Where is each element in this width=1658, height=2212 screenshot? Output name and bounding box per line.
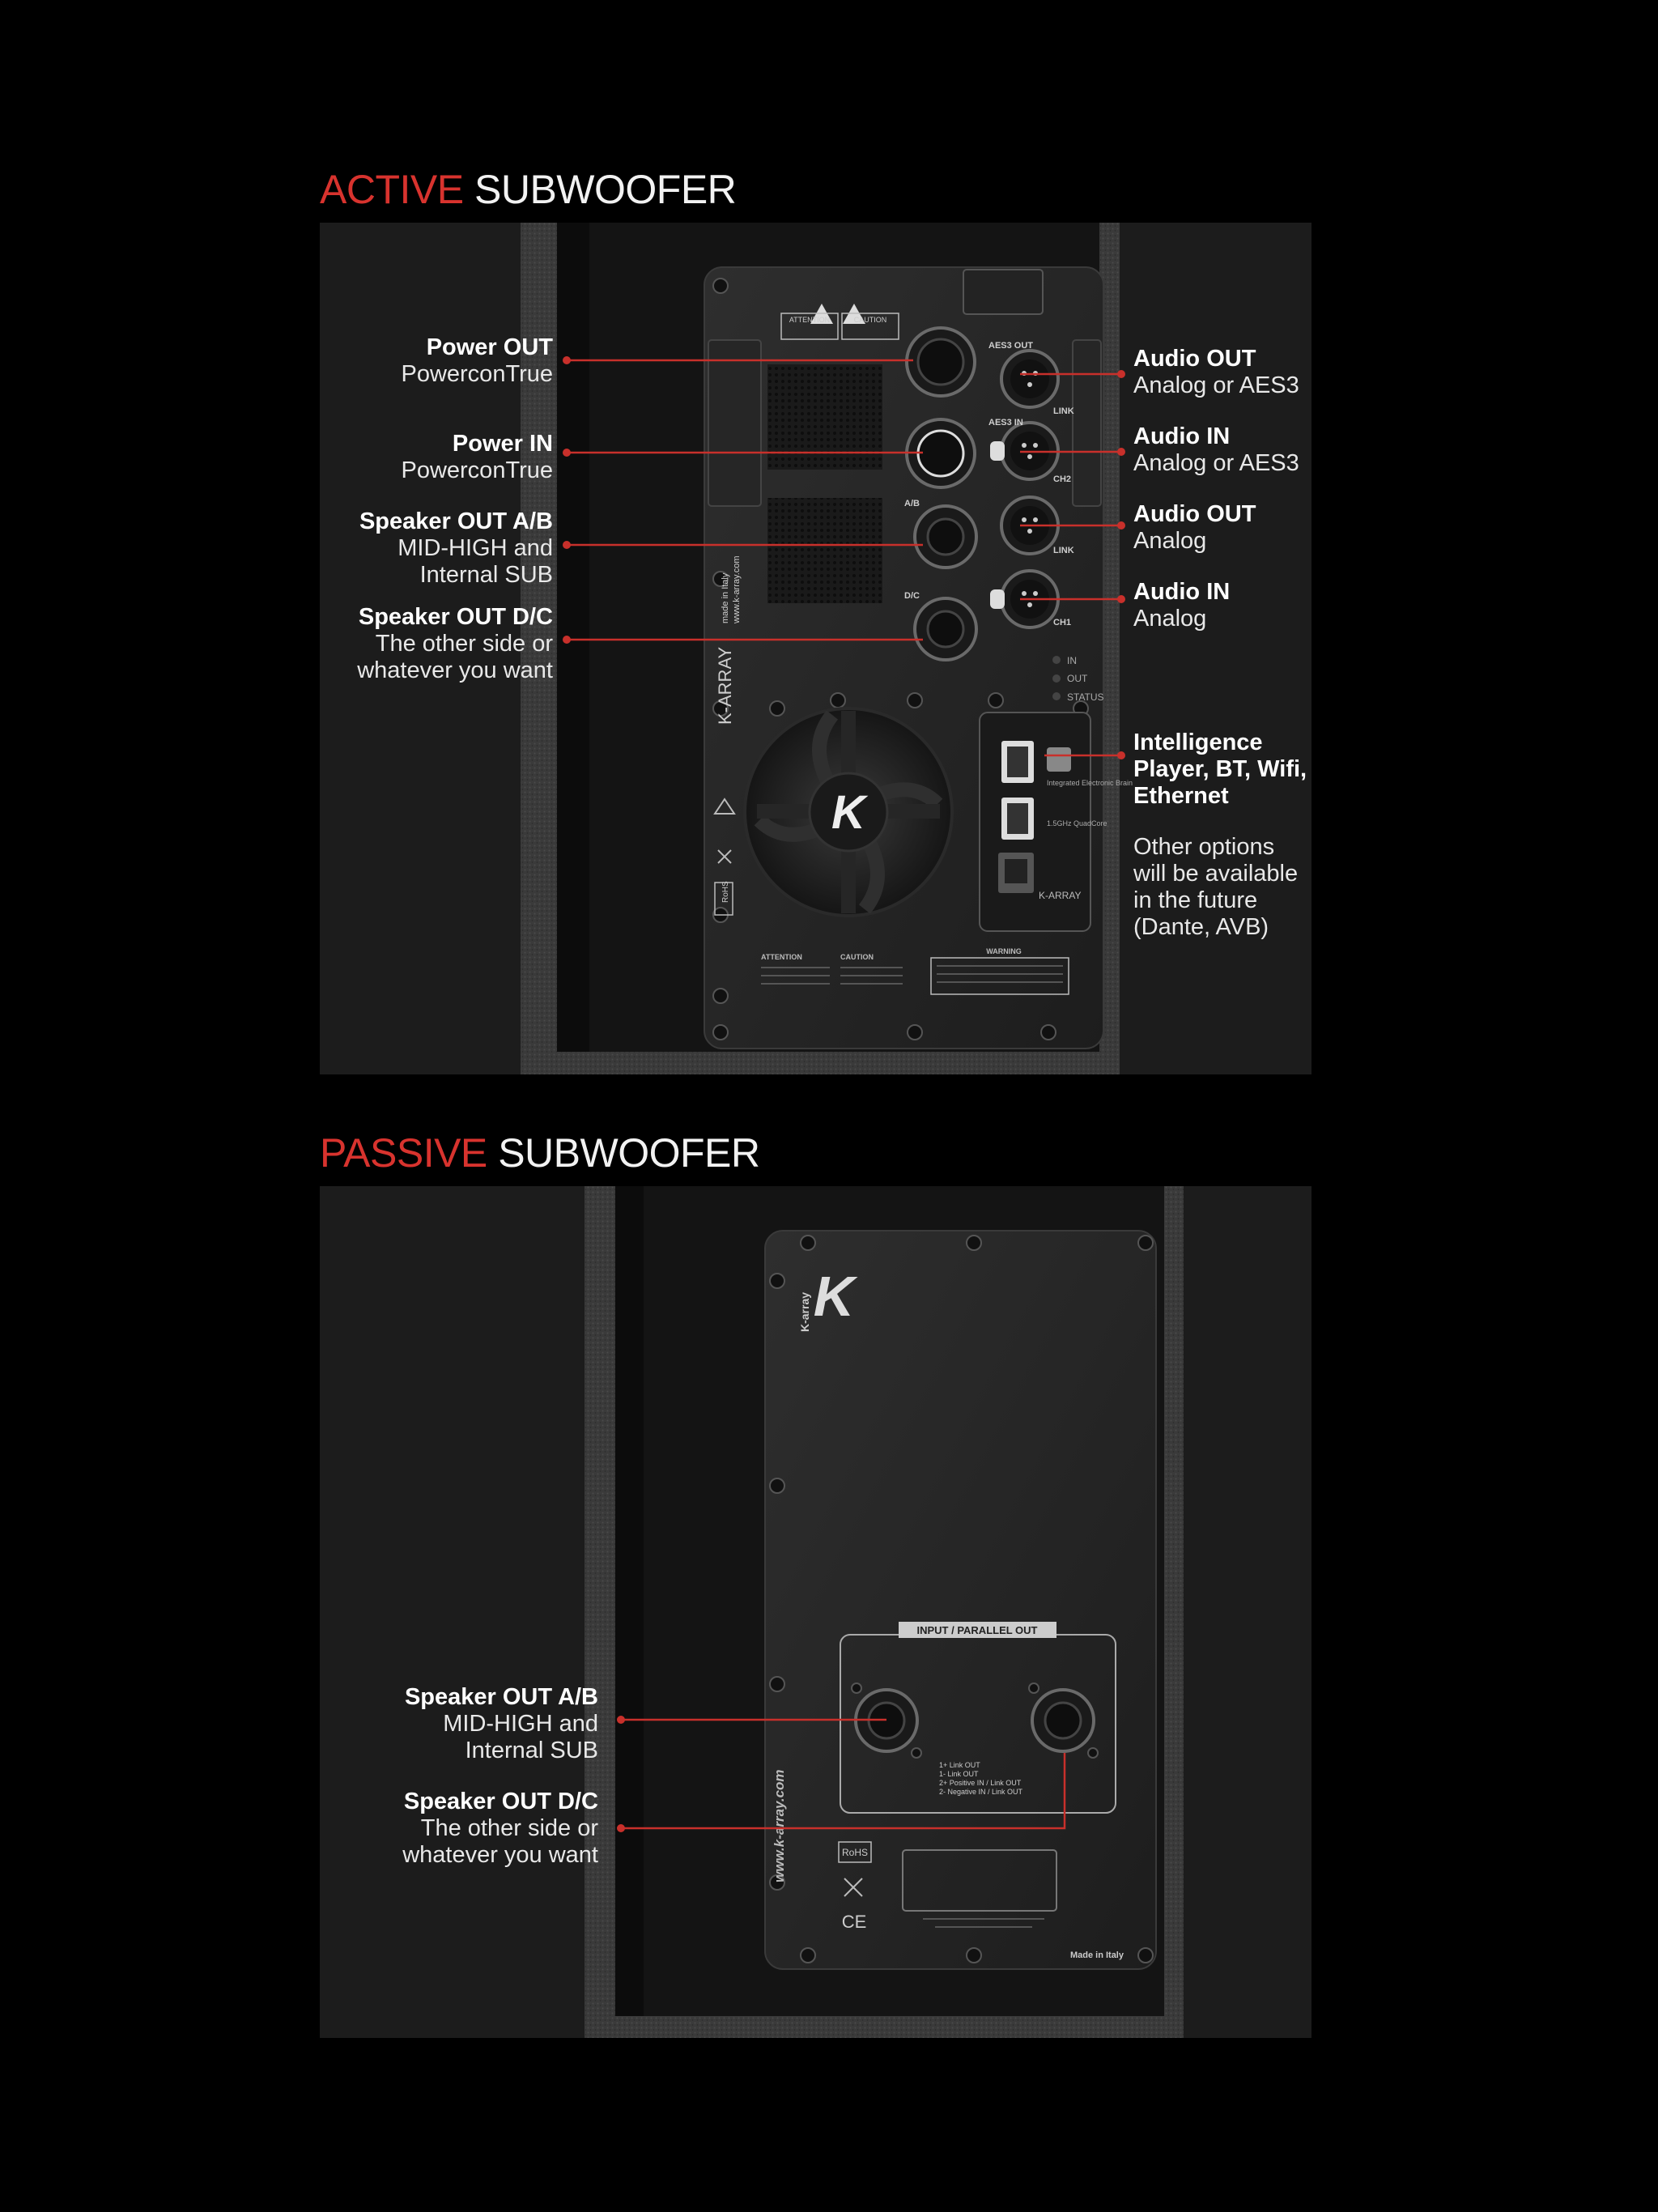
ieb-mark: Integrated Electronic Brain xyxy=(1047,779,1133,787)
callout-note: will be available xyxy=(1133,861,1299,887)
link-mark-2: LINK xyxy=(1053,546,1074,555)
ch2-mark: CH2 xyxy=(1053,474,1072,484)
k-logo: K xyxy=(831,786,865,839)
callout-sub: PowerconTrue xyxy=(401,361,553,387)
passive-callout-speaker-out-dc xyxy=(402,1789,598,1869)
callout-title: Speaker OUT A/B xyxy=(404,1684,598,1710)
ce-mark: CE xyxy=(841,1912,867,1932)
callout-title: Speaker OUT D/C xyxy=(403,1789,598,1814)
callout-sub: Analog or AES3 xyxy=(1133,450,1299,476)
rohs-mark: RoHS xyxy=(841,1847,869,1858)
callout-power-in xyxy=(401,431,553,484)
pin-label: 1+ Link OUT xyxy=(939,1761,980,1769)
callout-speaker-out-ab xyxy=(359,508,553,589)
callout-audio-in-aes3 xyxy=(1133,423,1299,477)
pin-label: 1- Link OUT xyxy=(939,1770,979,1778)
brand-vertical: K-ARRAY xyxy=(715,646,735,725)
ab-mark: A/B xyxy=(904,499,920,508)
callout-title: Audio OUT xyxy=(1133,346,1256,372)
callout-sub: The other side or xyxy=(375,631,553,657)
aes3-in-mark: AES3 IN xyxy=(988,418,1023,428)
callout-audio-out-aes3 xyxy=(1133,346,1299,399)
callout-audio-in-analog xyxy=(1133,579,1230,632)
callout-sub: whatever you want xyxy=(402,1842,598,1868)
led-out-mark: OUT xyxy=(1067,673,1088,684)
ch1-mark: CH1 xyxy=(1053,618,1072,627)
title-rest: SUBWOOFER xyxy=(498,1130,760,1176)
website-mark: www.k-array.com xyxy=(732,555,742,623)
bottom-caution-mark: CAUTION xyxy=(840,953,874,961)
callout-sub: Internal SUB xyxy=(419,562,553,588)
led-in-mark: IN xyxy=(1067,655,1077,666)
callout-sub: The other side or xyxy=(420,1815,598,1841)
attention-mark: ATTENTION xyxy=(789,316,831,324)
title-accent: PASSIVE xyxy=(320,1130,487,1176)
bottom-attention-mark: ATTENTION xyxy=(761,953,802,961)
callout-title: Audio OUT xyxy=(1133,501,1256,527)
callout-sub: Analog or AES3 xyxy=(1133,372,1299,398)
callout-intelligence xyxy=(1133,730,1307,941)
callout-note: in the future xyxy=(1133,887,1258,913)
callout-title: Audio IN xyxy=(1133,423,1231,449)
callout-speaker-out-dc xyxy=(357,604,553,684)
dc-mark: D/C xyxy=(904,591,920,601)
website-mark: www.k-array.com xyxy=(772,1769,787,1882)
callout-title: Intelligence xyxy=(1133,730,1263,755)
title-accent: ACTIVE xyxy=(320,167,464,212)
callout-sub: PowerconTrue xyxy=(401,457,553,483)
led-status-mark: STATUS xyxy=(1067,691,1104,703)
module-brand-mark: K-ARRAY xyxy=(1039,890,1082,901)
callout-sub: Internal SUB xyxy=(465,1738,598,1763)
pin-label: 2+ Positive IN / Link OUT xyxy=(939,1779,1022,1787)
callout-title: Speaker OUT A/B xyxy=(359,508,553,534)
callout-sub: MID-HIGH and xyxy=(397,535,553,561)
callout-title: Ethernet xyxy=(1133,783,1229,809)
made-in-mark: Made in Italy xyxy=(1069,1950,1124,1960)
callout-note: Other options xyxy=(1133,834,1275,860)
passive-rear-panel-illustration xyxy=(320,1186,1312,2038)
callout-sub: MID-HIGH and xyxy=(443,1711,598,1737)
active-section-title xyxy=(320,166,736,213)
passive-callout-speaker-out-ab xyxy=(405,1684,598,1764)
callout-title: Player, BT, Wifi, xyxy=(1133,756,1307,782)
callout-title: Power IN xyxy=(452,431,553,457)
title-rest: SUBWOOFER xyxy=(474,167,737,212)
callout-title: Audio IN xyxy=(1133,579,1231,605)
passive-subwoofer-photo xyxy=(320,1186,1312,2038)
callout-sub: Analog xyxy=(1133,528,1207,554)
callout-audio-out-analog xyxy=(1133,501,1256,555)
passive-section-title xyxy=(320,1129,759,1176)
input-parallel-out-mark: INPUT / PARALLEL OUT xyxy=(916,1624,1038,1636)
caution-mark: CAUTION xyxy=(853,316,887,324)
callout-sub: Analog xyxy=(1133,606,1207,632)
callout-title: Speaker OUT D/C xyxy=(358,604,553,630)
warning-mark: WARNING xyxy=(986,947,1022,955)
callout-title: Power OUT xyxy=(426,334,553,360)
k-logo: K xyxy=(813,1265,855,1328)
brand-vertical: K-array xyxy=(798,1291,811,1332)
aes3-out-mark: AES3 OUT xyxy=(988,341,1034,351)
callout-note: (Dante, AVB) xyxy=(1133,914,1269,940)
pin-label: 2- Negative IN / Link OUT xyxy=(939,1788,1023,1796)
quadcore-mark: 1.5GHz QuadCore xyxy=(1047,819,1107,827)
callout-sub: whatever you want xyxy=(357,657,553,683)
rohs-mark: RoHS xyxy=(721,881,730,903)
made-in-mark: made in Italy xyxy=(721,572,730,623)
callout-power-out xyxy=(401,334,553,388)
link-mark-1: LINK xyxy=(1053,406,1074,416)
